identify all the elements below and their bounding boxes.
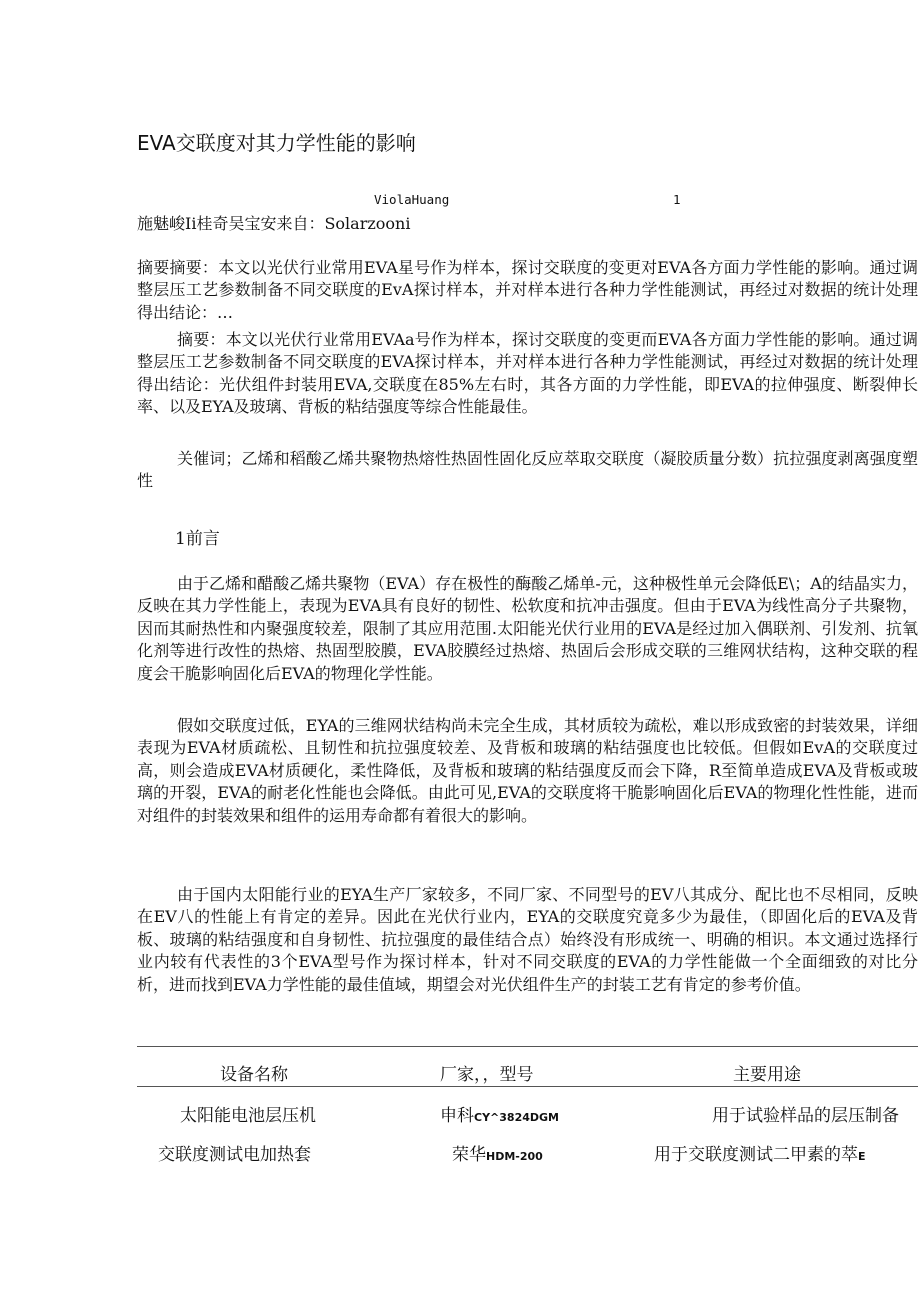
section-heading-intro: 1前言: [175, 529, 220, 549]
table-header-name: 设备名称: [220, 1065, 288, 1085]
table-row-1-model: CY^3824DGM: [474, 1111, 559, 1124]
table-header-use: 主要用途: [733, 1065, 801, 1085]
table-row-2-name: 交联度测试电加热套: [158, 1145, 311, 1165]
table-row-1-use: 用于试验样品的层压制备: [712, 1106, 899, 1126]
table-row-2-use-text: 用于交联度测试二甲素的萃: [654, 1145, 858, 1165]
table-top-rule: [137, 1046, 918, 1047]
table-row-2-model: HDM-200: [486, 1150, 543, 1163]
intro-paragraph-3: 由于国内太阳能行业的EYA生产厂家较多，不同厂家、不同型号的EV八其成分、配比也不尽相同，反映在EV八的性能上有肯定的差异。因此在光伏行业内，EYA的交联度究竟多少为最佳，（即固化后的EVA及背板、玻璃的粘结强度和自身韧性、抗拉强度的最佳结合点）始终没有形成统一、明确的相识。本文通过选择行业内较有代表性的3个EVA型号作为探讨样本，针对不同交联度的EVA的力学性能做一个全面细致的对比分析，进而找到EVA力学性能的最佳值域，期望会对光伏组件生产的封装工艺有肯定的参考价值。: [137, 885, 918, 994]
abstract-paragraph-2: 摘要：本文以光伏行业常用EVAa号作为样本，探讨交联度的变更而EVA各方面力学性能的影响。通过调整层压工艺参数制备不同交联度的EVA探讨样本，并对样本进行各种力学性能测试，再经过对数据的统计处理得出结论：光伏组件封装用EVA,交联度在85%左右时，其各方面的力学性能，即EVA的拉伸强度、断裂伸长率、以及EYA及玻璃、背板的粘结强度等综合性能最佳。: [137, 330, 918, 417]
author-superscript: 1: [673, 192, 681, 207]
intro-paragraph-1: 由于乙烯和醋酸乙烯共聚物（EVA）存在极性的酶酸乙烯单-元，这种极性单元会降低E\；A的结晶实力，反映在其力学性能上，表现为EVA具有良好的韧性、松软度和抗冲击强度。但由于EVA为线性高分子共聚物，因而其耐热性和内聚强度较差，限制了其应用范围.太阳能光伏行业用的EVA是经过加入偶联剂、引发剂、抗氧化剂等进行改性的热熔、热固型胶膜，EVA胶膜经过热熔、热固后会形成交联的三维网状结构，这种交联的程度会干脆影响固化后EVA的物理化学性能。: [137, 574, 918, 683]
table-row-1-name: 太阳能电池层压机: [180, 1106, 316, 1126]
author-affiliation: 施魅峻Ii桂奇吴宝安来自：Solarzooni: [137, 214, 411, 233]
intro-paragraph-2: 假如交联度过低，EYA的三维网状结构尚未完全生成，其材质较为疏松，难以形成致密的封装效果，详细表现为EVA材质疏松、且韧性和抗拉强度较差、及背板和玻璃的粘结强度也比较低。但假如EvA的交联度过高，则会造成EVA材质硬化，柔性降低，及背板和玻璃的粘结强度反而会下降，R至简单造成EVA及背板或玻璃的开裂，EVA的耐老化性能也会降低。由此可见,EVA的交联度将干脆影响固化后EVA的物理化性性能，进而对组件的封装效果和组件的运用寿命都有着很大的影响。: [137, 716, 918, 825]
table-row-2-maker-name: 荣华: [452, 1145, 486, 1165]
table-row-2-use-suffix: E: [858, 1150, 866, 1163]
table-row-1-maker: [440, 1101, 559, 1126]
table-row-1-maker-name: 申科: [440, 1106, 474, 1126]
table-row-2-use: [654, 1140, 866, 1165]
table-row-2-maker: [452, 1140, 543, 1165]
paper-title: EVA交联度对其力学性能的影响: [137, 131, 416, 155]
table-header-maker-model: 厂家，，型号: [440, 1065, 534, 1085]
author-name: ViolaHuang: [374, 192, 450, 207]
keywords-paragraph: 关催词；乙烯和稻酸乙烯共聚物热熔性热固性固化反应萃取交联度（凝胶质量分数）抗拉强度剥离强度塑性: [137, 449, 918, 491]
table-header-rule: [137, 1086, 918, 1087]
abstract-paragraph-1: 摘要摘要：本文以光伏行业常用EVA星号作为样本，探讨交联度的变更对EVA各方面力学性能的影响。通过调整层压工艺参数制备不同交联度的EvA探讨样本，并对样本进行各种力学性能测试，再经过对数据的统计处理得出结论：…: [137, 258, 918, 322]
